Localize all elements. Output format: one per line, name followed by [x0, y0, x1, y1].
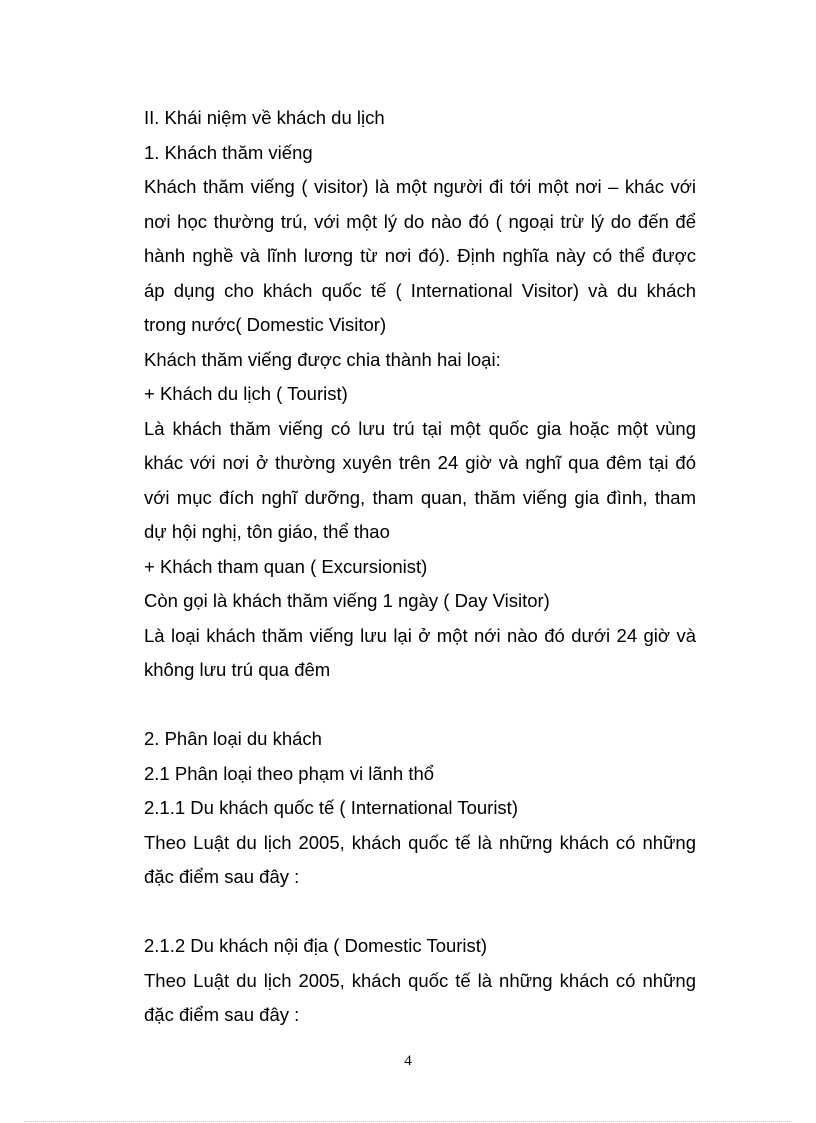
- text-line: Là loại khách thăm viếng lưu lại ở một nới nào đó dưới 24 giờ và: [144, 624, 696, 646]
- text-line: Còn gọi là khách thăm viếng 1 ngày ( Day Visitor): [144, 590, 550, 611]
- text-line: 2.1 Phân loại theo phạm vi lãnh thổ: [144, 762, 435, 784]
- text-line: áp dụng cho khách quốc tế ( International Visitor) và du khách: [144, 279, 696, 301]
- text-line: đặc điểm sau đây :: [144, 1004, 300, 1025]
- text-line: Theo Luật du lịch 2005, khách quốc tế là những khách có những: [144, 969, 696, 991]
- blank-line: [144, 895, 696, 930]
- text-line: không lưu trú qua đêm: [144, 659, 331, 680]
- text-line: Khách thăm viếng được chia thành hai loại:: [144, 348, 501, 370]
- text-line: 1. Khách thăm viếng: [144, 141, 313, 163]
- blank-line: [144, 688, 696, 723]
- text-line: 2.1.1 Du khách quốc tế ( International Tourist): [144, 797, 518, 818]
- text-line: với mục đích nghĩ dưỡng, tham quan, thăm viếng gia đình, tham: [144, 486, 696, 508]
- text-line: dự hội nghị, tôn giáo, thể thao: [144, 521, 390, 542]
- text-line: Khách thăm viếng ( visitor) là một người đi tới một nơi – khác với: [144, 176, 696, 197]
- text-line: khác với nơi ở thường xuyên trên 24 giờ và nghĩ qua đêm tại đó: [144, 452, 696, 473]
- text-line: 2. Phân loại du khách: [144, 728, 322, 749]
- page-bottom-rule: [24, 1121, 792, 1122]
- text-line: hành nghề và lĩnh lương từ nơi đó). Định nghĩa này có thể được: [144, 245, 696, 266]
- text-line: đặc điểm sau đây :: [144, 866, 300, 887]
- text-line: trong nước( Domestic Visitor): [144, 314, 387, 335]
- page-number: 4: [404, 1053, 412, 1069]
- text-line: 2.1.2 Du khách nội địa ( Domestic Tourist): [144, 935, 488, 956]
- text-line: Theo Luật du lịch 2005, khách quốc tế là những khách có những: [144, 831, 696, 853]
- text-line: + Khách tham quan ( Excursionist): [144, 555, 428, 577]
- text-line: II. Khái niệm về khách du lịch: [144, 107, 385, 128]
- text-line: Là khách thăm viếng có lưu trú tại một quốc gia hoặc một vùng: [144, 417, 696, 439]
- document-body: [144, 101, 696, 1033]
- text-line: nơi học thường trú, với một lý do nào đó ( ngoại trừ lý do đến để: [144, 210, 696, 232]
- text-line: + Khách du lịch ( Tourist): [144, 383, 348, 404]
